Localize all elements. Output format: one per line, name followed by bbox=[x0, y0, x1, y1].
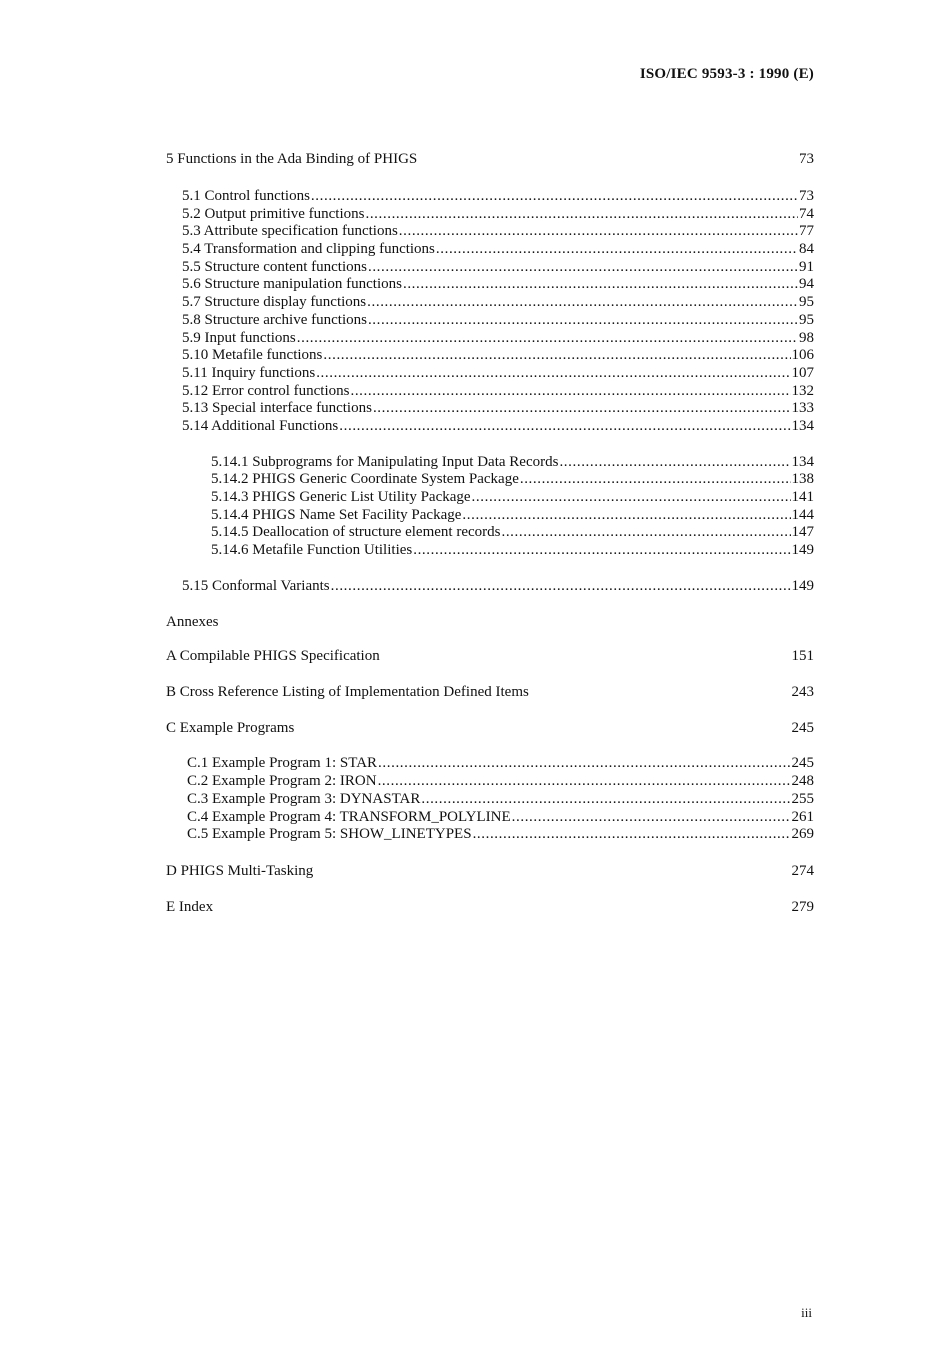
toc-entry: 5.14.3 PHIGS Generic List Utility Package ..... 141 bbox=[166, 489, 814, 507]
toc-annex-e: E Index 279 bbox=[166, 898, 814, 915]
subsection-list bbox=[166, 454, 814, 560]
toc-entry: 5.14.2 PHIGS Generic Coordinate System Package ..... 138 bbox=[166, 471, 814, 489]
toc-entry: C.2 Example Program 2: IRON ..... 248 bbox=[166, 773, 814, 791]
toc-entry: C.4 Example Program 4: TRANSFORM_POLYLINE ..... 261 bbox=[166, 809, 814, 827]
toc-entry: 5.4 Transformation and clipping functions ..... 84 bbox=[166, 241, 814, 259]
toc-entry: C.5 Example Program 5: SHOW_LINETYPES ..... 269 bbox=[166, 826, 814, 844]
toc-entry: 5.3 Attribute specification functions ..... 77 bbox=[166, 223, 814, 241]
toc-entry: C.3 Example Program 3: DYNASTAR ..... 255 bbox=[166, 791, 814, 809]
table-of-contents bbox=[166, 150, 814, 916]
chapter-title: 5 Functions in the Ada Binding of PHIGS bbox=[166, 151, 418, 167]
toc-annex-d: D PHIGS Multi-Tasking 274 bbox=[166, 862, 814, 879]
toc-entry: 5.1 Control functions ..... 73 bbox=[166, 188, 814, 206]
page-number: iii bbox=[801, 1305, 812, 1320]
toc-entry: 5.14 Additional Functions ..... 134 bbox=[166, 418, 814, 436]
toc-entry: 5.13 Special interface functions ..... 133 bbox=[166, 400, 814, 418]
toc-annex-c: C Example Programs 245 bbox=[166, 720, 814, 737]
document-id-header: ISO/IEC 9593-3 : 1990 (E) bbox=[639, 66, 814, 82]
toc-entry: 5.14.4 PHIGS Name Set Facility Package ..... 144 bbox=[166, 507, 814, 525]
toc-entry: 5.6 Structure manipulation functions ..... 94 bbox=[166, 276, 814, 294]
toc-entry: 5.10 Metafile functions ..... 106 bbox=[166, 347, 814, 365]
toc-entry: 5.14.6 Metafile Function Utilities ..... 149 bbox=[166, 542, 814, 560]
toc-entry: 5.8 Structure archive functions ..... 95 bbox=[166, 312, 814, 330]
toc-entry: 5.14.1 Subprograms for Manipulating Input Data Records ..... 134 bbox=[166, 454, 814, 472]
chapter-page: 73 bbox=[799, 151, 814, 167]
toc-entry: 5.9 Input functions ..... 98 bbox=[166, 330, 814, 348]
toc-entry: 5.15 Conformal Variants ..... 149 bbox=[166, 578, 814, 596]
toc-entry: 5.7 Structure display functions ..... 95 bbox=[166, 294, 814, 312]
toc-entry: 5.12 Error control functions ..... 132 bbox=[166, 383, 814, 401]
section-list bbox=[166, 188, 814, 436]
toc-chapter-5 bbox=[166, 150, 814, 168]
annexes-heading: Annexes bbox=[166, 614, 219, 631]
toc-entry: C.1 Example Program 1: STAR ..... 245 bbox=[166, 755, 814, 773]
annex-c-list bbox=[166, 755, 814, 843]
toc-entry: 5.2 Output primitive functions ..... 74 bbox=[166, 206, 814, 224]
toc-annex-b: B Cross Reference Listing of Implementation Defined Items 243 bbox=[166, 684, 814, 701]
toc-entry: 5.14.5 Deallocation of structure element records ..... 147 bbox=[166, 524, 814, 542]
toc-entry: 5.11 Inquiry functions ..... 107 bbox=[166, 365, 814, 383]
toc-entry: 5.5 Structure content functions ..... 91 bbox=[166, 259, 814, 277]
toc-annex-a: A Compilable PHIGS Specification 151 bbox=[166, 648, 814, 665]
